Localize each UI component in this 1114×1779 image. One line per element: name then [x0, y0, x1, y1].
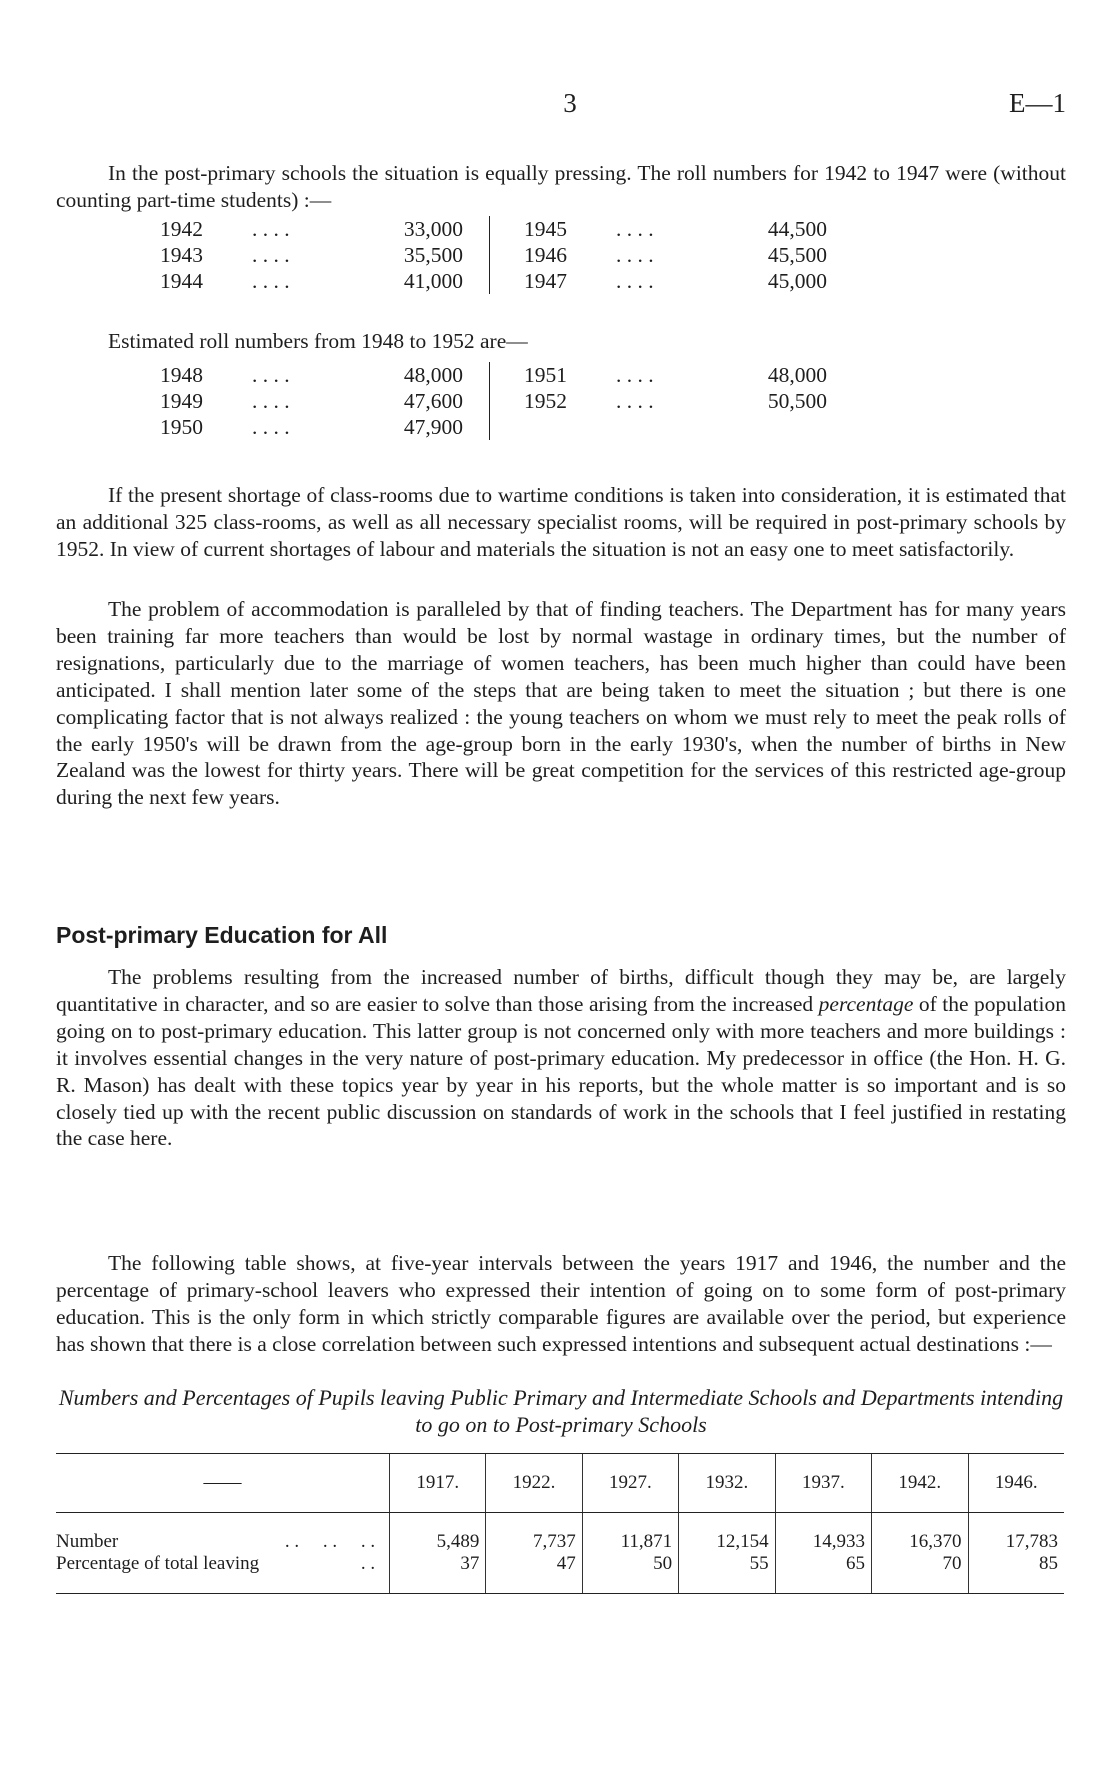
roll-value: 45,500 — [767, 243, 827, 267]
problems-text-1: The problems resulting from the increased number of births, difficult though they may be, are largely quantitative in character, and so are easier to solve than those arising from the increased — [56, 965, 1066, 1016]
percentage-cell: 65 — [775, 1553, 871, 1594]
number-cell: 5,489 — [390, 1513, 486, 1554]
year: 1947 — [490, 268, 595, 294]
number-cell: 14,933 — [775, 1513, 871, 1554]
roll-value: 41,000 — [403, 269, 463, 293]
problems-paragraph — [56, 964, 1066, 1152]
row-label-cell — [56, 1553, 390, 1594]
roll-row — [160, 242, 827, 268]
year-header: 1942. — [872, 1454, 968, 1513]
leader-dots: . . . . — [616, 389, 654, 413]
row-label: Number — [56, 1531, 119, 1552]
year: 1948 — [160, 363, 203, 387]
number-cell: 11,871 — [582, 1513, 678, 1554]
row-label: Percentage of total leaving — [56, 1553, 260, 1574]
roll-row — [160, 362, 827, 388]
leader-dots: . . . . — [616, 243, 654, 267]
row-label-cell — [56, 1513, 390, 1554]
percentage-cell: 70 — [872, 1553, 968, 1594]
roll-value: 50,500 — [767, 389, 827, 413]
leader-dots: . . . . — [616, 217, 654, 241]
leader-dots: . . . . — [252, 217, 290, 241]
teachers-paragraph: The problem of accommodation is paralleled by that of finding teachers. The Department has for many years been training far more teachers than would be lost by normal wastage in ordinary times, but the number of resignations, particularly due to the marriage of women teachers, has been much higher than could have been anticipated. I shall mention later some of the steps that are being taken to meet the situation ; but there is one complicating factor that is not always realized : the young teachers on whom we must rely to meet the peak rolls of the early 1950's will be drawn from the age-group born in the early 1930's, when the number of births in New Zealand was the lowest for thirty years. There will be great competition for the services of this restricted age-group during the next few years. — [56, 597, 1066, 810]
percentage-cell: 50 — [582, 1553, 678, 1594]
leavers-table — [56, 1453, 1064, 1594]
year: 1944 — [160, 269, 203, 293]
roll-row — [160, 268, 827, 294]
leader-dots: . . . . — [616, 363, 654, 387]
leader-dots: . . . . — [252, 269, 290, 293]
empty-cell — [594, 414, 732, 440]
year: 1945 — [490, 216, 595, 242]
intro-paragraph: In the post-primary schools the situation is equally pressing. The roll numbers for 1942 to 1947 were (without counting part-time students) :— — [56, 161, 1066, 212]
roll-row — [160, 216, 827, 242]
document-reference: E—1 — [1009, 88, 1066, 118]
year-header: 1937. — [775, 1454, 871, 1513]
problems-text-2: of the population going on to post-primary education. This latter group is not concerned only with more teachers and more buildings : it involves essential changes in the very nature of post-primary education. My predecessor in office (the Hon. H. G. R. Mason) has dealt with these topics year by year in his reports, but the whole matter is so important and is so closely tied up with the recent public discussion on standards of work in the schools that I feel justified in restating the case here. — [56, 991, 1066, 1151]
percentage-cell: 47 — [486, 1553, 582, 1594]
number-cell: 7,737 — [486, 1513, 582, 1554]
shortage-paragraph: If the present shortage of class-rooms due to wartime conditions is taken into consideration, it is estimated that an additional 325 class-rooms, as well as all necessary specialist rooms, will be required in post-primary schools by 1952. In view of current shortages of labour and materials the situation is not an easy one to meet satisfactorily. — [56, 483, 1066, 561]
leader-dots: . . . . — [252, 389, 290, 413]
leader-dots: . . . . . . — [284, 1531, 376, 1552]
empty-cell — [732, 414, 827, 440]
roll-value: 45,000 — [767, 269, 827, 293]
year: 1946 — [490, 242, 595, 268]
empty-cell — [490, 414, 595, 440]
year-header: 1917. — [390, 1454, 486, 1513]
roll-value: 47,600 — [403, 389, 463, 413]
year: 1951 — [490, 362, 595, 388]
leader-dots: . . . . — [252, 415, 290, 439]
year: 1950 — [160, 415, 203, 439]
percentage-cell: 55 — [679, 1553, 775, 1594]
estimated-roll-heading: Estimated roll numbers from 1948 to 1952 are— — [108, 329, 528, 353]
year: 1949 — [160, 389, 203, 413]
roll-value: 35,500 — [403, 243, 463, 267]
roll-value: 33,000 — [403, 217, 463, 241]
table-row — [56, 1513, 1064, 1554]
year-header: 1927. — [582, 1454, 678, 1513]
table-intro-paragraph: The following table shows, at five-year intervals between the years 1917 and 1946, the number and the percentage of primary-school leavers who expressed their intention of going on to some form of post-primary education. This is the only form in which strictly comparable figures are available over the period, but experience has shown that there is a close correlation between such expressed intentions and subsequent actual destinations :— — [56, 1251, 1066, 1356]
year: 1943 — [160, 243, 203, 267]
table-header-row — [56, 1454, 1064, 1513]
roll-value: 48,000 — [403, 363, 463, 387]
year-header: 1922. — [486, 1454, 582, 1513]
roll-numbers-1942-1947 — [160, 216, 827, 294]
year: 1942 — [160, 217, 203, 241]
leader-dots: . . . . — [252, 363, 290, 387]
year-header: 1946. — [968, 1454, 1064, 1513]
number-cell: 16,370 — [872, 1513, 968, 1554]
problems-emphasis: percentage — [818, 991, 914, 1016]
table-caption: Numbers and Percentages of Pupils leaving Public Primary and Intermediate Schools and Departments intending to go on to Post-primary Schools — [58, 1385, 1064, 1437]
roll-value: 47,900 — [403, 415, 463, 439]
roll-value: 44,500 — [767, 217, 827, 241]
corner-cell: —— — [56, 1454, 390, 1513]
section-heading: Post-primary Education for All — [56, 922, 388, 948]
roll-row — [160, 388, 827, 414]
percentage-cell: 37 — [390, 1553, 486, 1594]
year: 1952 — [490, 388, 595, 414]
roll-value: 48,000 — [767, 363, 827, 387]
year-header: 1932. — [679, 1454, 775, 1513]
roll-numbers-1948-1952 — [160, 362, 827, 440]
leavers-table-wrapper — [56, 1453, 1064, 1594]
roll-row — [160, 414, 827, 440]
table-row — [56, 1553, 1064, 1594]
leader-dots: . . — [360, 1553, 376, 1574]
number-cell: 12,154 — [679, 1513, 775, 1554]
leader-dots: . . . . — [616, 269, 654, 293]
number-cell: 17,783 — [968, 1513, 1064, 1554]
percentage-cell: 85 — [968, 1553, 1064, 1594]
leader-dots: . . . . — [252, 243, 290, 267]
page-number: 3 — [563, 88, 577, 118]
